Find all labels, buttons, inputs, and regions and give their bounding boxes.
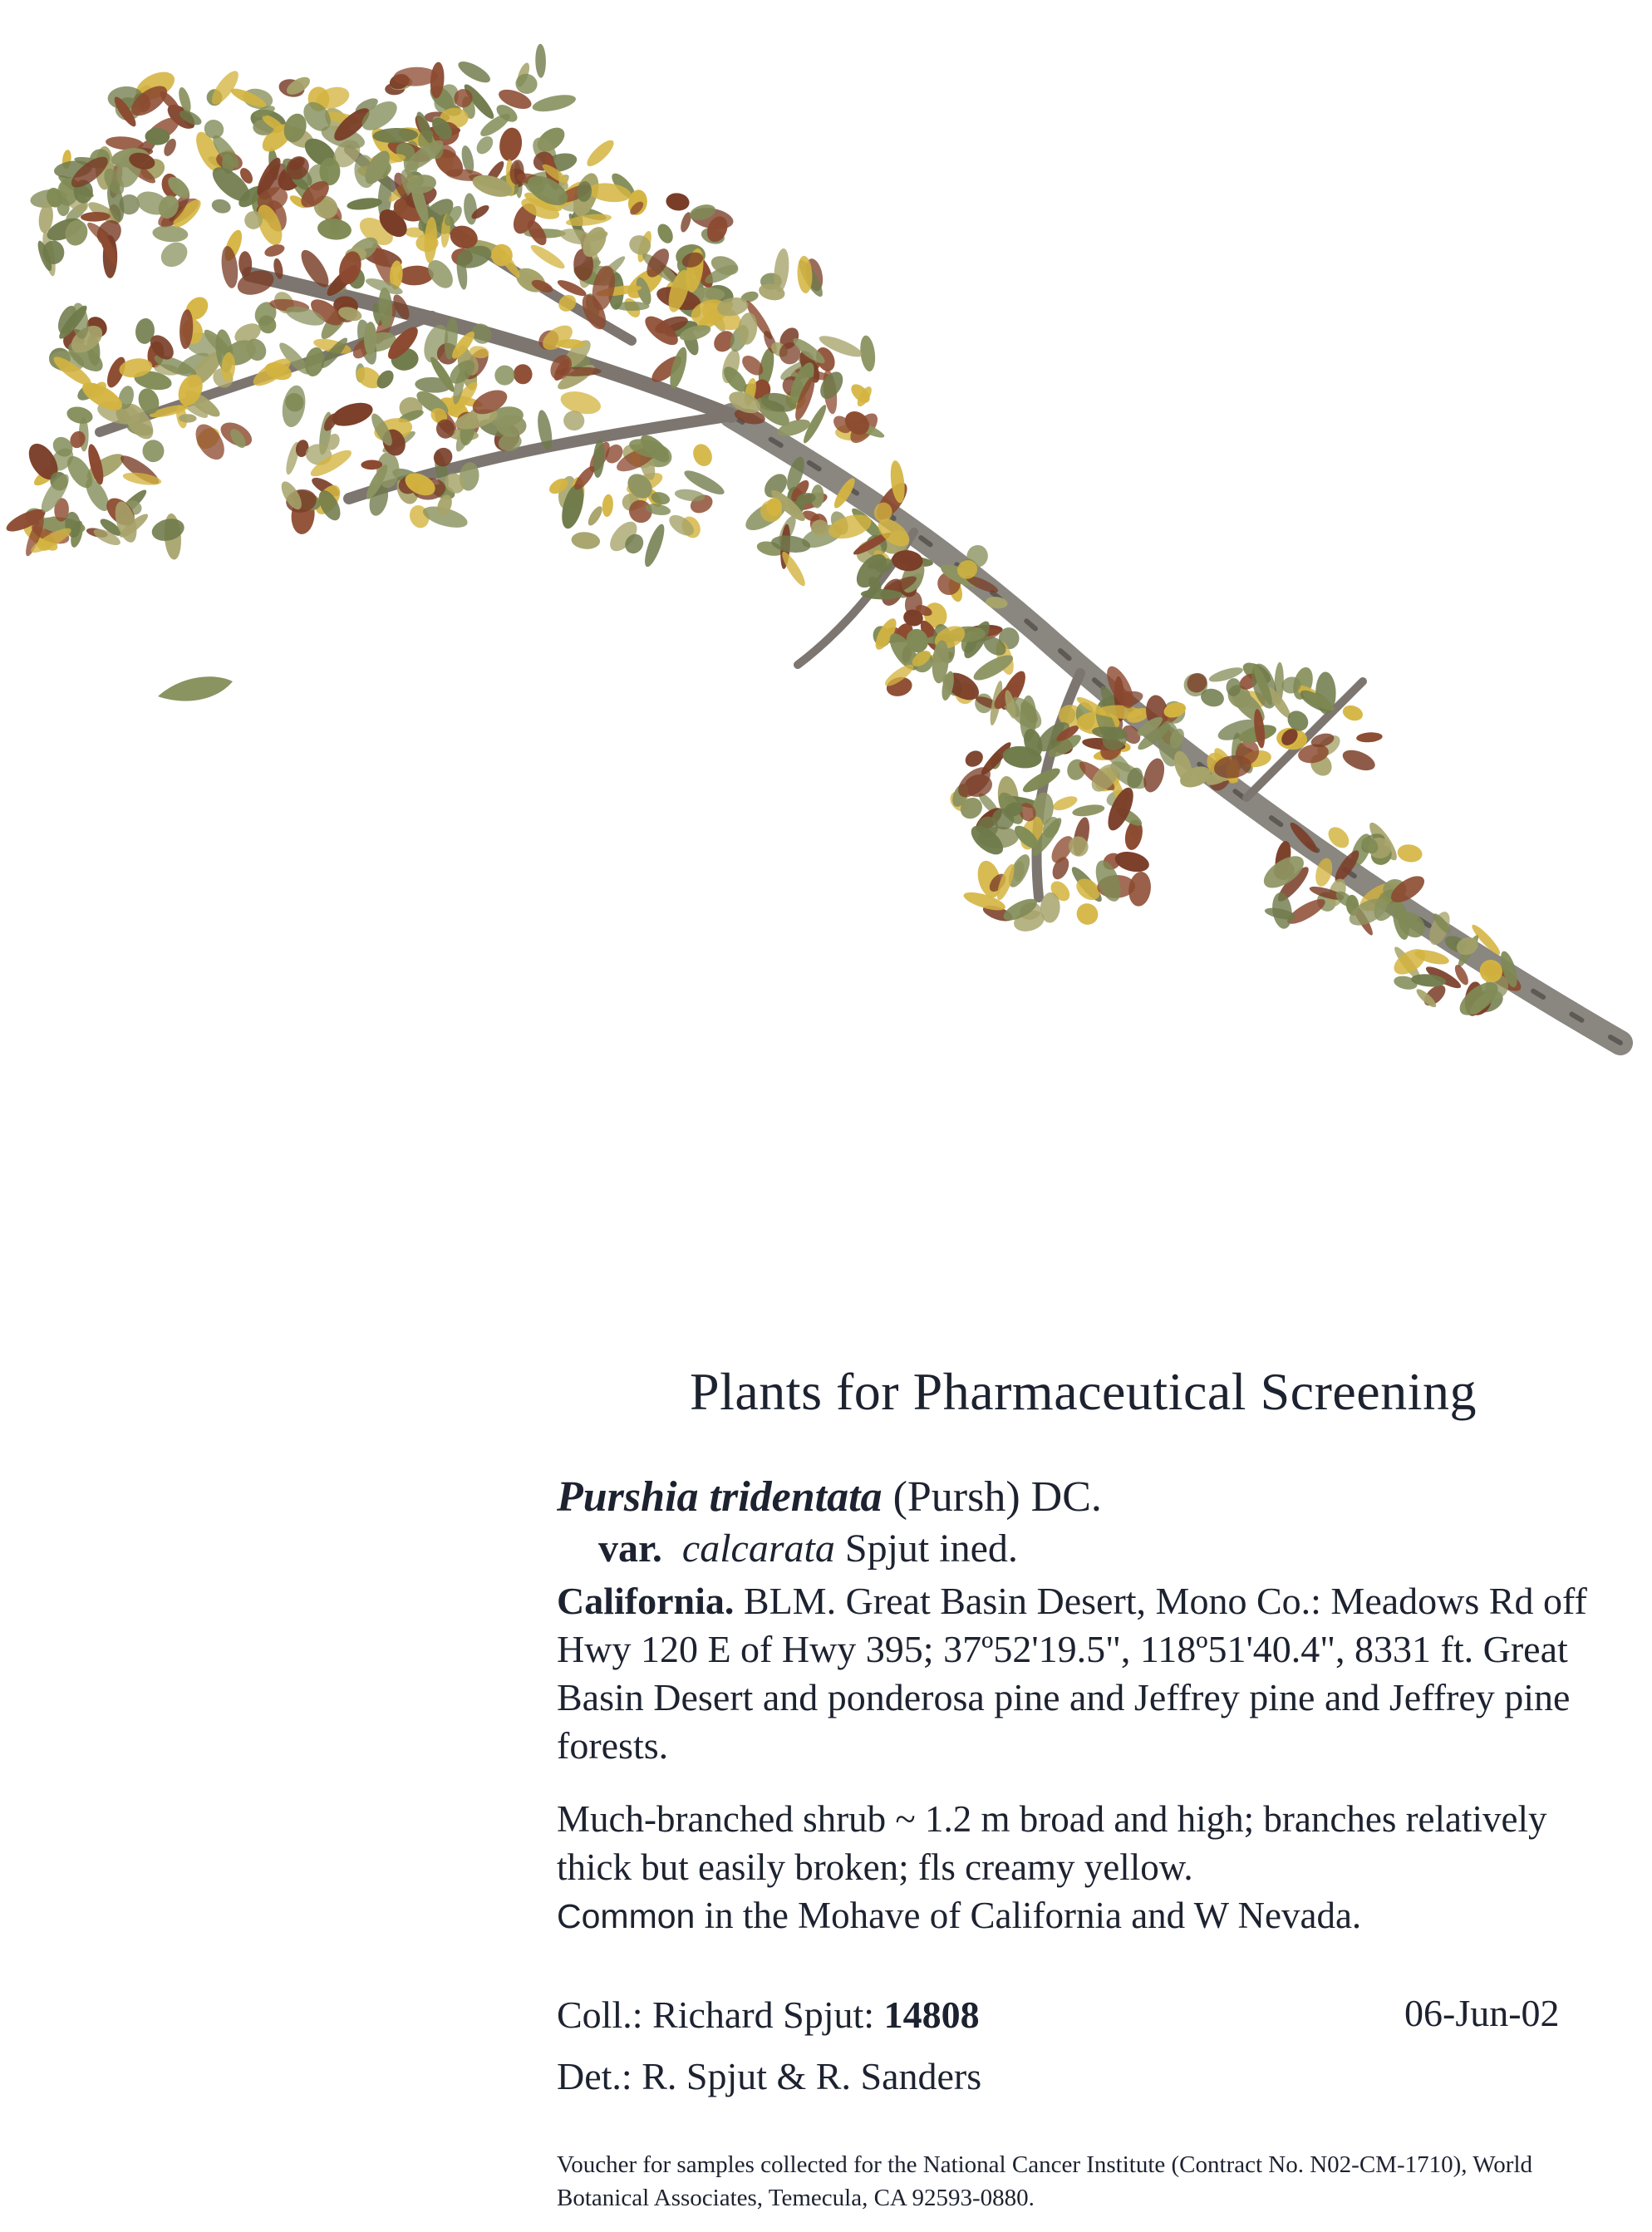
leaf-mark <box>513 363 533 385</box>
leaf-mark <box>491 361 519 389</box>
description-distribution: in the Mohave of California and W Nevada. <box>695 1895 1362 1936</box>
taxon-name: Purshia tridentata <box>557 1473 883 1521</box>
leaf-mark <box>690 441 715 470</box>
leaf-mark <box>498 126 524 163</box>
leaf-mark <box>1113 848 1151 875</box>
variety-author: Spjut ined. <box>834 1527 1018 1571</box>
leaf-mark <box>529 242 568 273</box>
taxon-author: (Pursh) DC. <box>882 1473 1102 1521</box>
leaf-mark <box>531 91 578 115</box>
collection-number: 14808 <box>883 1994 980 2036</box>
leaf-mark <box>156 238 192 273</box>
leaf-mark <box>779 549 809 588</box>
collector-label: Coll.: Richard Spjut: <box>557 1994 884 2036</box>
leaf-mark <box>1071 803 1105 819</box>
leaf-mark <box>557 339 585 349</box>
leaf-mark <box>602 494 614 517</box>
leaf-mark <box>317 217 352 241</box>
leaf-mark <box>463 193 479 225</box>
locality-state: California. <box>557 1580 735 1622</box>
variety-prefix: var. <box>598 1527 662 1571</box>
leaf-mark <box>535 44 546 78</box>
variety-line <box>598 1526 1018 1571</box>
locality-text: BLM. Great Basin Desert, Mono Co.: Meadows Rd off Hwy 120 E of Hwy 395; 37º52'19.5", 118º51'40.4", 8331 ft. Great Basin Desert and ponderosa pine and Jeffrey pine and Jeffrey pine forests. <box>557 1580 1587 1767</box>
leaf-mark <box>1340 703 1364 724</box>
leaf-mark <box>455 57 494 86</box>
collector-line <box>557 1993 980 2037</box>
leaf-mark <box>1356 731 1383 743</box>
leaf-mark <box>347 196 383 212</box>
taxon-line <box>557 1472 1102 1522</box>
leaf-mark <box>1140 756 1168 795</box>
variety-name: calcarata <box>681 1527 835 1571</box>
label-title: Plants for Pharmaceutical Screening <box>690 1362 1477 1421</box>
leaf-mark <box>1340 746 1378 774</box>
leaf-mark <box>65 405 94 426</box>
leaf-mark <box>571 464 597 493</box>
leaf-mark <box>655 221 676 245</box>
leaf-mark <box>474 133 497 157</box>
specimen-image <box>0 0 1652 1097</box>
leaf-mark <box>665 192 691 213</box>
leaf-mark <box>571 531 601 550</box>
leaf-mark <box>142 440 165 463</box>
specimen-foliage <box>3 44 1525 1022</box>
voucher-note: Voucher for samples collected for the National Cancer Institute (Contract No. N02-CM-1710), World Botanical Associates, Temecula, CA 92593-0880. <box>557 2151 1533 2211</box>
detached-leaf <box>158 676 233 701</box>
leaf-mark <box>583 136 617 170</box>
leaf-mark <box>586 504 605 528</box>
leaf-mark <box>210 197 233 215</box>
collection-date: 06-Jun-02 <box>1404 1992 1560 2034</box>
leaf-mark <box>962 747 986 769</box>
leaf-mark <box>279 384 308 430</box>
leaf-mark <box>641 522 668 568</box>
leaf-mark <box>152 224 189 243</box>
description-paragraph <box>557 1795 1620 1940</box>
leaf-mark <box>207 67 243 109</box>
description-common-word: Common <box>557 1897 696 1935</box>
leaf-mark <box>1072 899 1102 929</box>
leaf-mark <box>1396 843 1423 863</box>
description-text: Much-branched shrub ~ 1.2 m broad and high; branches relatively thick but easily broken; fls creamy yellow. <box>557 1798 1547 1888</box>
determiner-line: Det.: R. Spjut & R. Sanders <box>557 2055 982 2097</box>
locality-paragraph <box>557 1577 1620 1770</box>
